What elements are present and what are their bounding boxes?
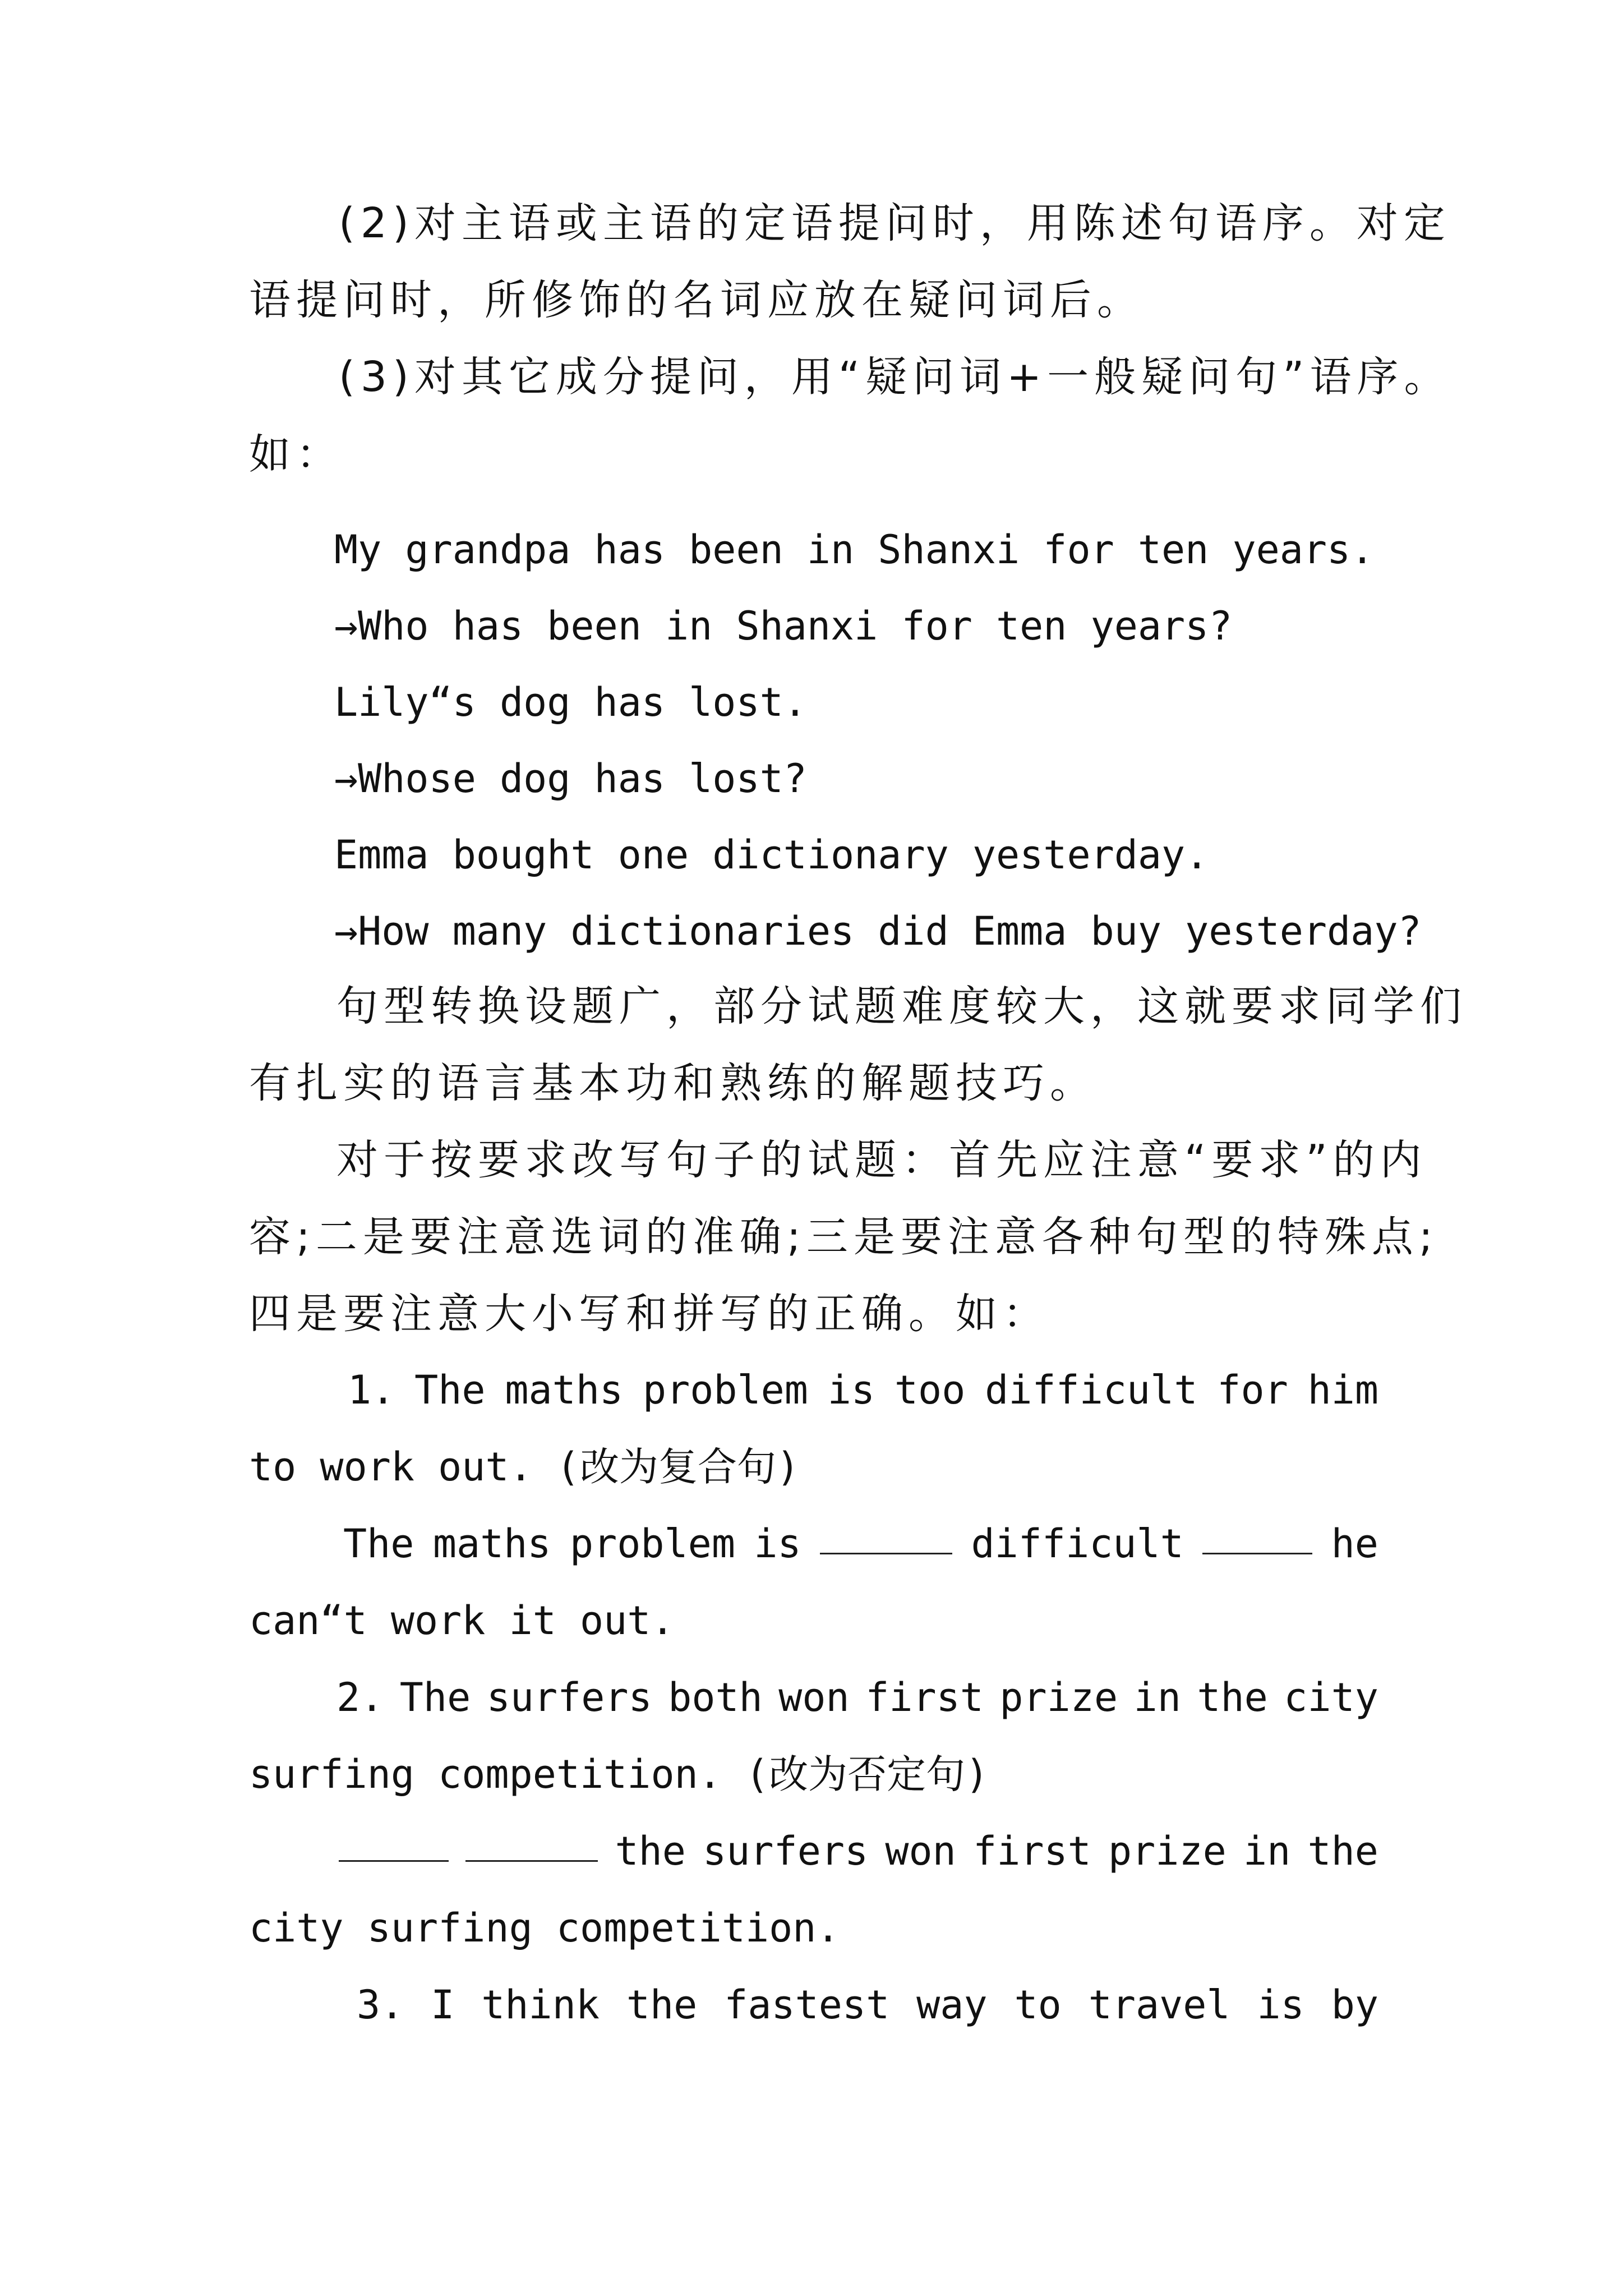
word: The — [414, 1367, 486, 1413]
word: maths — [505, 1367, 624, 1413]
question-1-line — [348, 1368, 1378, 1412]
question-number: 1. — [348, 1367, 395, 1413]
word: surfers — [703, 1828, 869, 1874]
word: problem — [569, 1521, 735, 1567]
word: the — [615, 1828, 686, 1874]
word: The — [343, 1521, 414, 1567]
word: he — [1331, 1521, 1378, 1567]
word: difficult — [971, 1521, 1184, 1567]
word: surfers — [486, 1674, 652, 1720]
paragraph-line: 句型转换设题广，部分试题难度较大，这就要求同学们 — [336, 982, 1467, 1030]
word: too — [894, 1367, 966, 1413]
word: The — [399, 1674, 471, 1720]
example-sentence: Lily“s dog has lost. — [334, 679, 807, 725]
word: the — [1307, 1828, 1378, 1874]
word: fastest — [724, 1982, 890, 2028]
word: difficult — [985, 1367, 1198, 1413]
word: in — [1133, 1674, 1181, 1720]
paragraph-line: 四是要注意大小写和拼写的正确。如： — [249, 1290, 1050, 1338]
word: is — [754, 1521, 801, 1567]
question-1-line-2: to work out. (改为复合句) — [249, 1444, 800, 1490]
question-1-answer-line-2: can“t work it out. — [249, 1598, 675, 1644]
question-1-answer-line — [343, 1521, 1378, 1566]
paragraph-line: 对于按要求改写句子的试题：首先应注意“要求”的内 — [336, 1136, 1427, 1184]
question-number: 3. — [357, 1982, 404, 2028]
word: problem — [642, 1367, 808, 1413]
word: in — [1243, 1828, 1291, 1874]
paragraph-line: (2)对主语或主语的定语提问时，用陈述句语序。对定 — [339, 199, 1451, 247]
word: by — [1331, 1982, 1378, 2028]
question-2-line-2: surfing competition. (改为否定句) — [249, 1751, 989, 1797]
example-answer: →Who has been in Shanxi for ten years? — [334, 603, 1233, 649]
word: first — [973, 1828, 1091, 1874]
word: travel — [1088, 1982, 1230, 2028]
paragraph-line: 语提问时，所修饰的名词应放在疑问词后。 — [249, 276, 1144, 324]
question-2-answer-line — [339, 1829, 1378, 1874]
answer-blank[interactable] — [1202, 1521, 1312, 1554]
word: is — [827, 1367, 875, 1413]
word: for — [1217, 1367, 1288, 1413]
word: both — [668, 1674, 763, 1720]
example-sentence: Emma bought one dictionary yesterday. — [334, 832, 1209, 878]
word: prize — [999, 1674, 1118, 1720]
example-sentence: My grandpa has been in Shanxi for ten years. — [334, 527, 1375, 573]
word: to — [1014, 1982, 1062, 2028]
word: way — [916, 1982, 988, 2028]
paragraph-line: (3)对其它成分提问，用“疑问词+一般疑问句”语序。 — [339, 353, 1451, 401]
word: city — [1284, 1674, 1378, 1720]
word: him — [1307, 1367, 1378, 1413]
answer-blank[interactable] — [465, 1829, 598, 1862]
word: think — [481, 1982, 600, 2028]
word: first — [865, 1674, 984, 1720]
word: prize — [1108, 1828, 1227, 1874]
question-number: 2. — [336, 1674, 384, 1720]
example-answer: →Whose dog has lost? — [334, 756, 807, 802]
word: the — [626, 1982, 698, 2028]
example-answer: →How many dictionaries did Emma buy yesterday? — [334, 908, 1422, 954]
word: won — [885, 1828, 956, 1874]
word: won — [778, 1674, 850, 1720]
paragraph-line: 有扎实的语言基本功和熟练的解题技巧。 — [249, 1059, 1097, 1107]
question-3-line — [357, 1982, 1378, 2027]
word: the — [1197, 1674, 1268, 1720]
word: maths — [432, 1521, 551, 1567]
answer-blank[interactable] — [339, 1829, 449, 1862]
question-2-line — [336, 1675, 1378, 1720]
paragraph-line: 如： — [249, 430, 343, 478]
question-2-answer-line-2: city surfing competition. — [249, 1905, 840, 1951]
answer-blank[interactable] — [820, 1521, 952, 1554]
word: is — [1257, 1982, 1304, 2028]
paragraph-line: 容;二是要注意选词的准确;三是要注意各种句型的特殊点; — [249, 1213, 1438, 1261]
word: I — [431, 1982, 455, 2028]
